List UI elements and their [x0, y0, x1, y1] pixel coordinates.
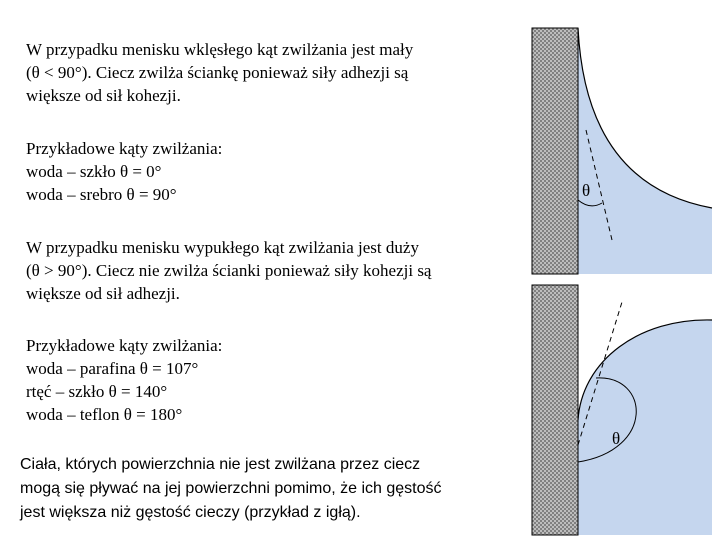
convex-description: W przypadku menisku wypukłego kąt zwilżania jest duży (θ > 90°). Ciecz nie zwilża ścianki ponieważ siły kohezji są większe od sił adhezji.: [26, 238, 432, 303]
convex-wall: [532, 285, 578, 535]
convex-liquid: [578, 320, 712, 535]
concave-examples: Przykładowe kąty zwilżania: woda – szkło θ = 0° woda – srebro θ = 90°: [26, 139, 223, 204]
convex-meniscus-figure: [532, 285, 712, 535]
concave-liquid: [578, 28, 712, 274]
convex-examples: Przykładowe kąty zwilżania: woda – parafina θ = 107° rtęć – szkło θ = 140° woda – teflon θ = 180°: [26, 336, 223, 424]
footer-note: Ciała, których powierzchnia nie jest zwilżana przez ciecz mogą się pływać na jej powierzchni pomimo, że ich gęstość jest większa niż gęstość cieczy (przykład z igłą).: [20, 456, 442, 521]
concave-theta-label: θ: [582, 181, 591, 200]
convex-theta-label: θ: [612, 429, 621, 448]
concave-description: W przypadku menisku wklęsłego kąt zwilżania jest mały (θ < 90°). Ciecz zwilża ściankę ponieważ siły adhezji są większe od sił kohezji.: [26, 40, 414, 105]
concave-meniscus-figure: [532, 28, 712, 274]
concave-wall: [532, 28, 578, 274]
